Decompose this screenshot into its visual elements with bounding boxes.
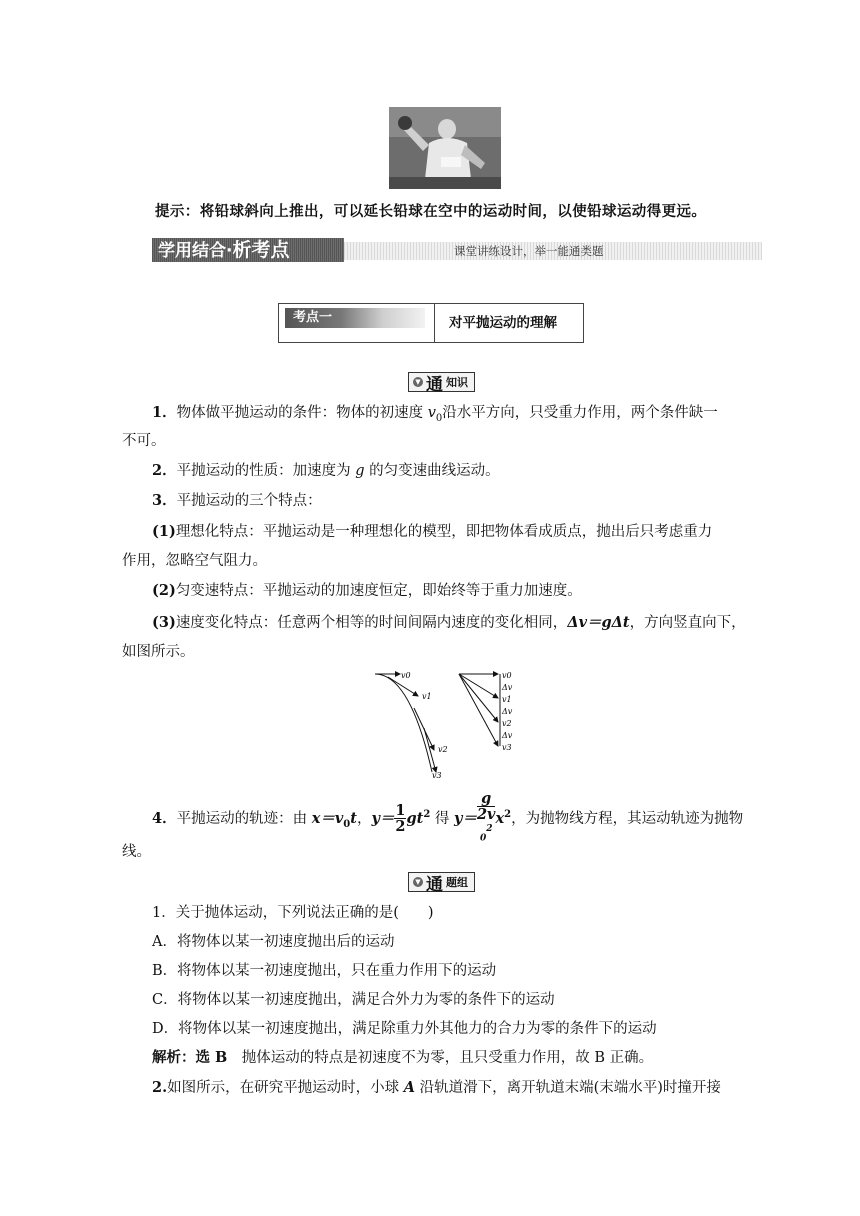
p1-sub: 0 bbox=[435, 412, 443, 424]
answer-analysis bbox=[152, 1044, 653, 1072]
frac2-den-main: 2v bbox=[476, 806, 496, 823]
p2-text-b: 的匀变速曲线运动。 bbox=[364, 463, 500, 479]
vector-v2-right bbox=[459, 674, 498, 722]
label-right-0: v0 bbox=[502, 671, 512, 680]
badge-small-text: 题组 bbox=[446, 876, 468, 889]
shot-put-photo bbox=[389, 107, 501, 189]
hint-line bbox=[155, 200, 706, 221]
p1-text-a: 物体做平抛运动的条件：物体的初速度 bbox=[176, 405, 428, 421]
label-left-0: v0 bbox=[401, 671, 411, 680]
frac2-den-sup: 2 bbox=[486, 824, 493, 834]
frac2-num: g bbox=[477, 791, 496, 807]
problems-badge bbox=[408, 872, 475, 895]
frac2-den-sub: 0 bbox=[479, 833, 487, 844]
answer-text: 抛体运动的特点是初速度不为零，且只受重力作用，故 B 正确。 bbox=[227, 1050, 654, 1066]
p5-num: (2) bbox=[152, 582, 176, 599]
answer-label: 解析： bbox=[152, 1049, 196, 1066]
velocity-diagram-svg bbox=[370, 668, 530, 786]
knowledge-badge bbox=[408, 372, 475, 395]
knowledge-p4-cont: 作用，忽略空气阻力。 bbox=[122, 553, 267, 569]
hint-text: 将铅球斜向上推出，可以延长铅球在空中的运动时间，以使铅球运动得更远。 bbox=[199, 203, 707, 220]
q2-var: A bbox=[403, 1079, 416, 1096]
p1-var: v bbox=[427, 405, 436, 421]
section-bar bbox=[152, 238, 762, 262]
label-right-5: Δv bbox=[502, 731, 513, 740]
p1-num: 1． bbox=[152, 404, 177, 421]
p7-num: 4． bbox=[152, 809, 177, 827]
knowledge-p2 bbox=[152, 457, 500, 485]
section-subtitle: 课堂讲练设计，举一能通类题 bbox=[344, 242, 762, 260]
badge-big-char: 通 bbox=[426, 374, 443, 395]
p6-text-b: ，方向竖直向下， bbox=[629, 615, 746, 631]
p2-text-a: 平抛运动的性质：加速度为 bbox=[176, 463, 356, 479]
knowledge-p1 bbox=[152, 399, 718, 433]
knowledge-p1-cont: 不可。 bbox=[122, 433, 166, 449]
knowledge-p6 bbox=[152, 609, 746, 637]
label-right-1: Δv bbox=[502, 683, 513, 692]
p5-text: 匀变速特点：平抛运动的加速度恒定，即始终等于重力加速度。 bbox=[175, 583, 582, 599]
label-right-6: v3 bbox=[502, 743, 512, 752]
p7-sep: ， bbox=[356, 810, 372, 827]
p7-math3-sup: 2 bbox=[504, 809, 512, 821]
section-title-part2: 析考点 bbox=[232, 239, 290, 261]
q2-text-a: 如图所示，在研究平抛运动时，小球 bbox=[167, 1080, 404, 1096]
p7-math2-sup: 2 bbox=[423, 809, 431, 821]
velocity-diagram bbox=[370, 668, 530, 786]
p7-math1-sub: 0 bbox=[343, 818, 351, 830]
p4-text-a: 理想化特点：平抛运动是一种理想化的模型，即把物体看成质点，抛出后只考虑重力 bbox=[175, 524, 713, 540]
badge-dot-icon: ▼ bbox=[413, 377, 423, 387]
label-left-2: v2 bbox=[438, 745, 448, 754]
p7-math1: x＝v bbox=[311, 809, 344, 827]
answer-choice: 选 B bbox=[195, 1049, 228, 1066]
topic-divider bbox=[434, 304, 435, 342]
label-left-3: v3 bbox=[432, 771, 442, 780]
vector-v3-right bbox=[459, 674, 498, 746]
frac-g-over-2v0sq bbox=[477, 791, 496, 847]
knowledge-p3 bbox=[152, 487, 322, 515]
knowledge-p4 bbox=[152, 518, 712, 546]
p7-math3-b: x bbox=[495, 809, 505, 827]
q2-num: 2. bbox=[152, 1079, 168, 1096]
p3-num: 3． bbox=[152, 492, 177, 509]
label-right-3: Δv bbox=[502, 707, 513, 716]
section-title-dot: · bbox=[226, 241, 233, 261]
vector-v1-right bbox=[459, 674, 498, 698]
frac1-den: 2 bbox=[395, 818, 406, 836]
athlete-image bbox=[389, 107, 501, 189]
p7-math2-b: gt bbox=[406, 809, 424, 827]
p6-text-a: 速度变化特点：任意两个相等的时间间隔内速度的变化相同， bbox=[175, 615, 568, 631]
topic-tag: 考点一 bbox=[285, 308, 425, 328]
p6-num: (3) bbox=[152, 614, 176, 631]
p1-text-b: 沿水平方向，只受重力作用，两个条件缺一 bbox=[442, 405, 718, 421]
p7-de: 得 bbox=[430, 810, 455, 827]
topic-title: 对平抛运动的理解 bbox=[449, 315, 557, 331]
frac2-den bbox=[477, 807, 496, 847]
p7-text-b: ，为抛物线方程，其运动轨迹为抛物 bbox=[511, 810, 744, 827]
section-title bbox=[152, 238, 344, 262]
p3-text: 平抛运动的三个特点： bbox=[176, 493, 322, 509]
knowledge-p7-cont: 线。 bbox=[122, 844, 151, 860]
p7-math2: y＝ bbox=[371, 809, 395, 827]
p7-math1-t: t bbox=[350, 809, 357, 827]
option-c: C．将物体以某一初速度抛出，满足合外力为零的条件下的运动 bbox=[152, 992, 555, 1008]
hint-label: 提示： bbox=[155, 203, 200, 220]
p4-num: (1) bbox=[152, 523, 176, 540]
frac1-num: 1 bbox=[395, 802, 406, 820]
knowledge-p5 bbox=[152, 577, 582, 605]
p7-math3: y＝ bbox=[454, 809, 477, 827]
knowledge-p6-cont: 如图所示。 bbox=[122, 644, 195, 660]
question-1: 1．关于抛体运动，下列说法正确的是( ) bbox=[152, 905, 434, 921]
trajectory-curve bbox=[375, 674, 432, 772]
p7-text-a: 平抛运动的轨迹：由 bbox=[176, 810, 312, 827]
badge-dot-icon: ▼ bbox=[413, 877, 423, 887]
knowledge-p7 bbox=[152, 791, 743, 847]
section-title-part1: 学用结合 bbox=[158, 241, 226, 261]
option-d: D．将物体以某一初速度抛出，满足除重力外其他力的合力为零的条件下的运动 bbox=[152, 1021, 657, 1037]
p6-math: Δv＝gΔt bbox=[567, 614, 630, 631]
p2-num: 2． bbox=[152, 462, 177, 479]
badge-small-text: 知识 bbox=[446, 376, 468, 389]
option-b: B．将物体以某一初速度抛出，只在重力作用下的运动 bbox=[152, 963, 497, 979]
frac-one-half bbox=[394, 803, 406, 834]
p2-var: g bbox=[355, 463, 365, 479]
label-left-1: v1 bbox=[422, 692, 432, 701]
label-right-4: v2 bbox=[502, 719, 512, 728]
question-2 bbox=[152, 1074, 721, 1102]
topic-box bbox=[278, 303, 584, 343]
badge-big-char: 通 bbox=[426, 874, 443, 895]
q2-text-b: 沿轨道滑下，离开轨道末端(末端水平)时撞开接 bbox=[415, 1080, 721, 1096]
label-right-2: v1 bbox=[502, 695, 512, 704]
option-a: A．将物体以某一初速度抛出后的运动 bbox=[152, 934, 395, 950]
